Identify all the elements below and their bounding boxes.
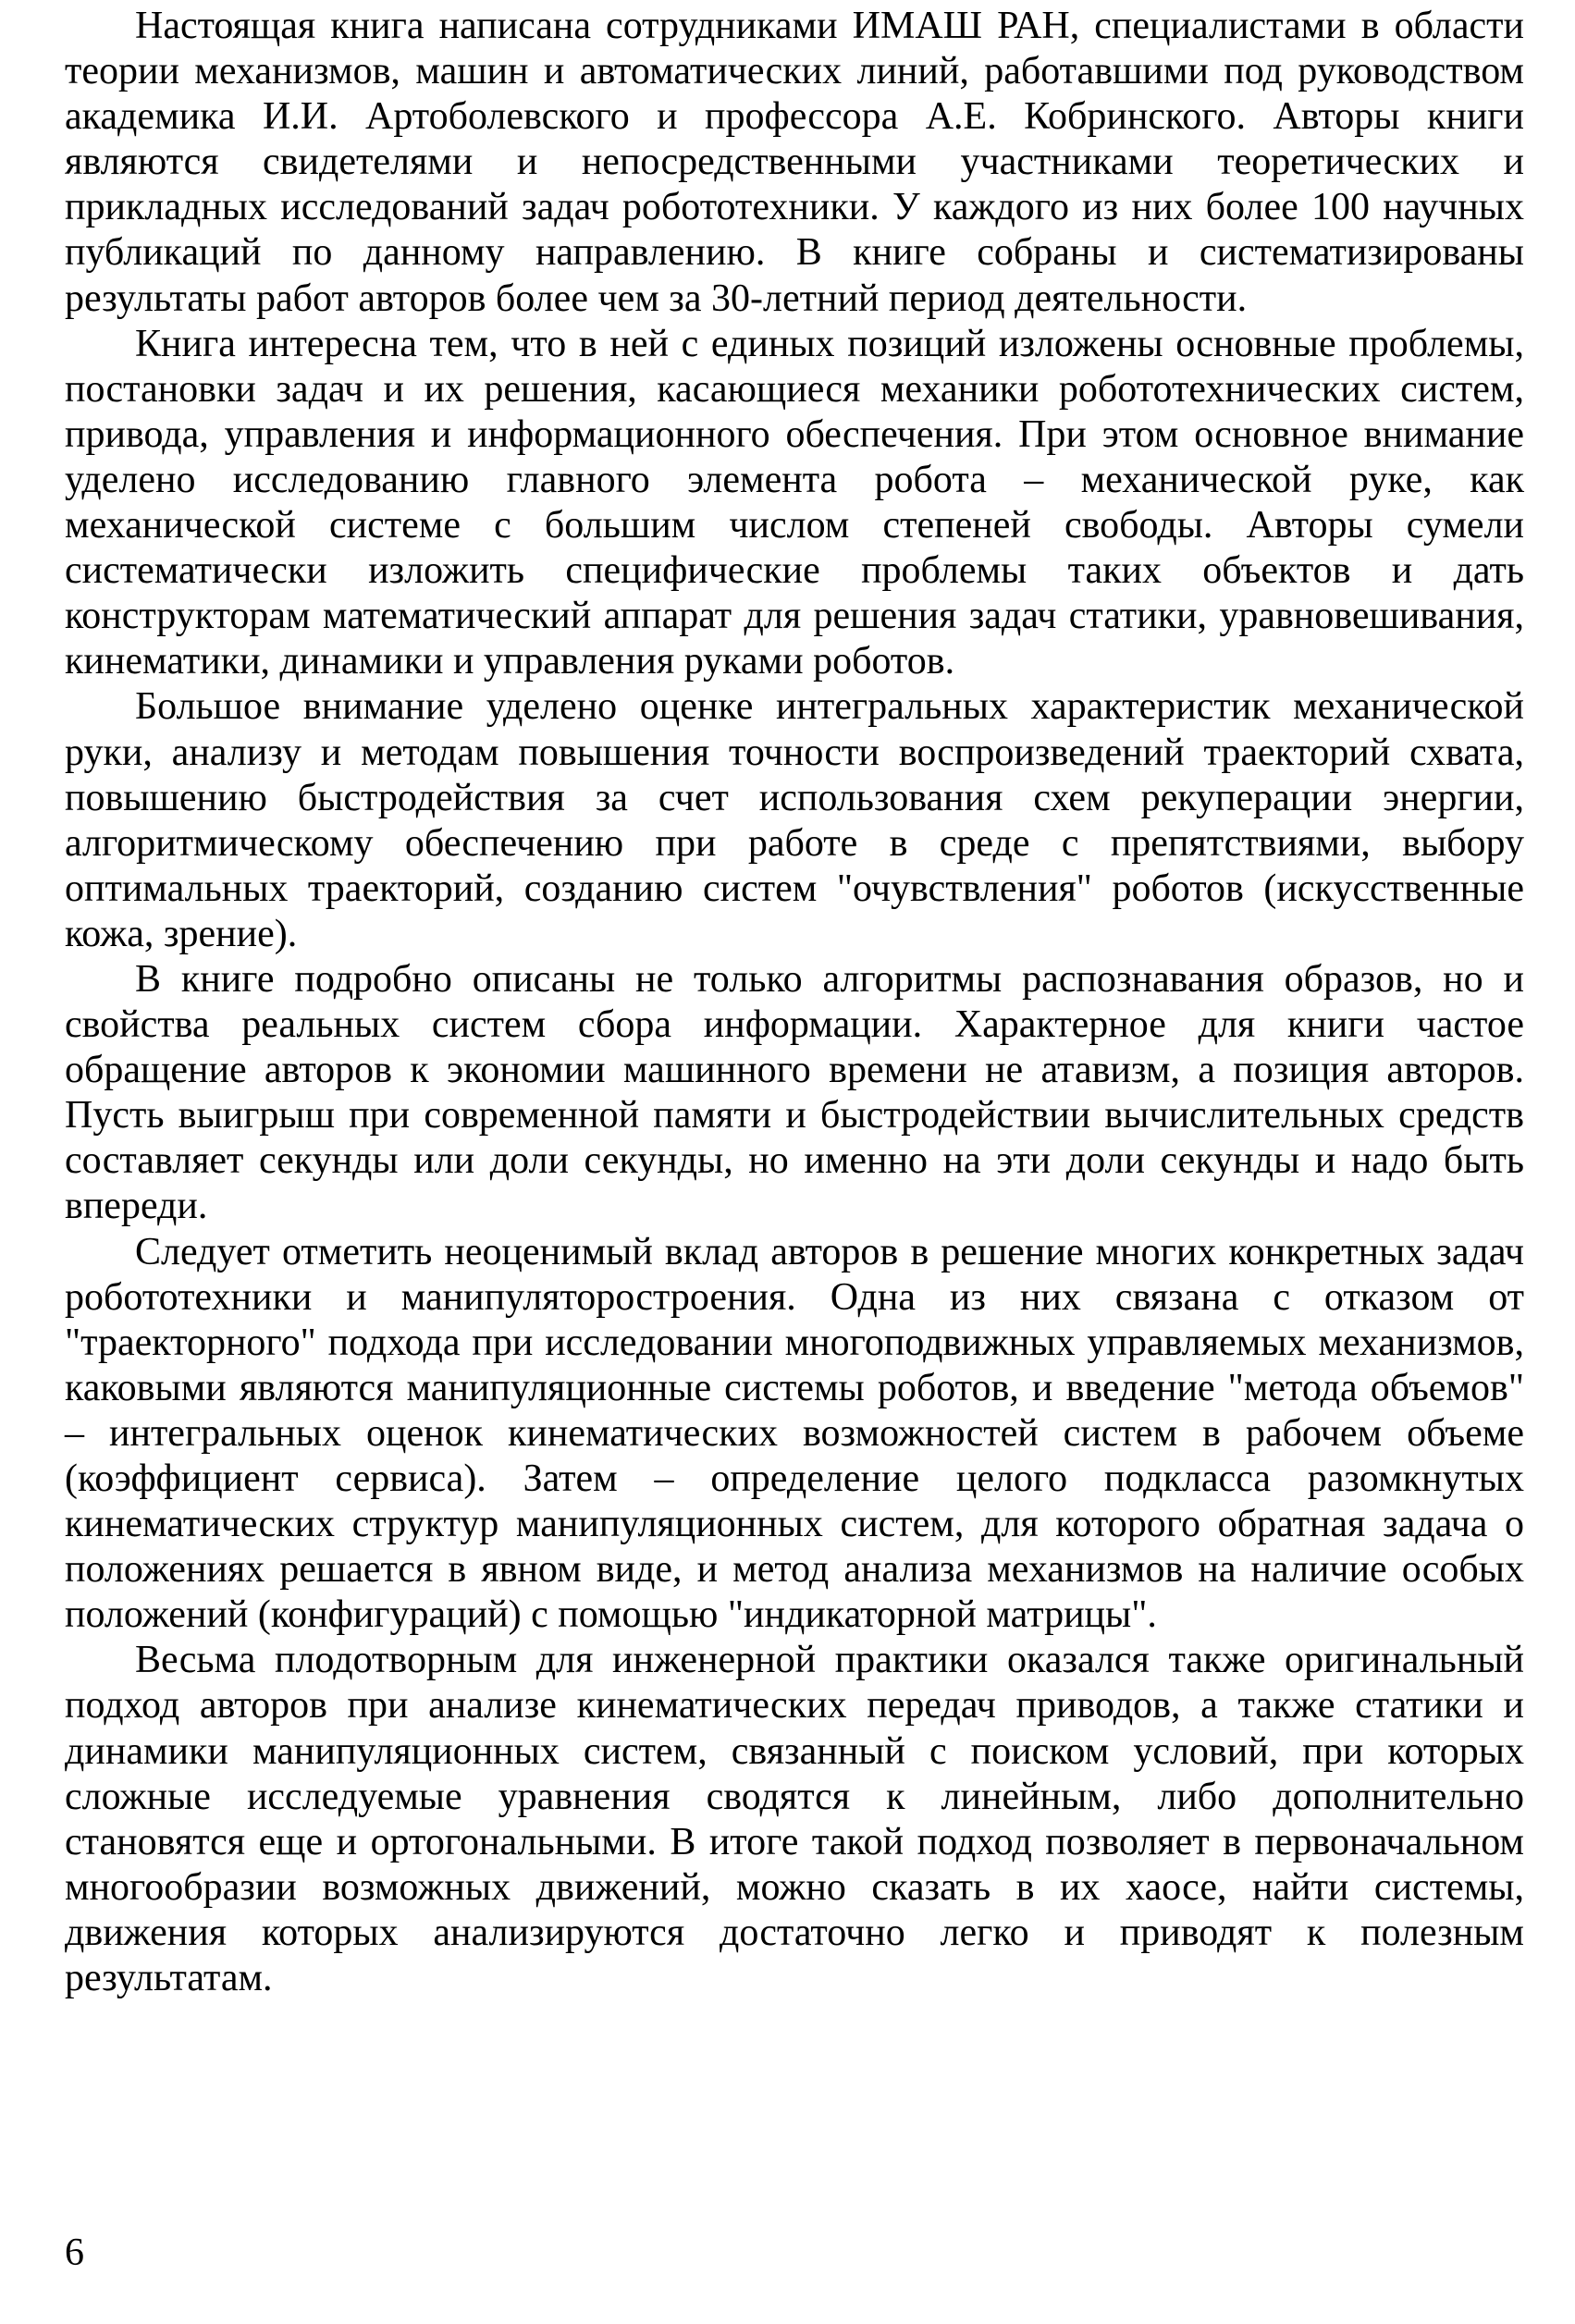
page-number: 6 [65,2232,84,2274]
paragraph-2: Книга интересна тем, что в ней с единых позиций изложены основные проблемы, постановки задач и их решения, касающиеся механики робототехнических систем, привода, управления и информационного обеспечения. При этом основное внимание уделено исследованию главного элемента робота – механической руке, как механической системе с большим числом степеней свободы. Авторы сумели систематически изложить специфические проблемы таких объектов и дать конструкторам математический аппарат для решения задач статики, уравновешивания, кинематики, динамики и управления руками роботов. [65,322,1524,683]
paragraph-1: Настоящая книга написана сотрудниками ИМАШ РАН, специалистами в области теории механизмов, машин и автоматических линий, работавшими под руководством академика И.И. Артоболевского и профессора А.Е. Кобринского. Авторы книги являются свидетелями и непосредственными участниками теоретических и прикладных исследований задач робототехники. У каждого из них более 100 научных публикаций по данному направлению. В книге собраны и систематизированы результаты работ авторов более чем за 30-летний период деятельности. [65,5,1524,320]
paragraph-5: Следует отметить неоценимый вклад авторов в решение многих конкретных задач робототехники и манипуляторостроения. Одна из них связана с отказом от "траекторного" подхода при исследовании многоподвижных управляемых механизмов, каковыми являются манипуляционные системы роботов, и введение "метода объемов" – интегральных оценок кинематических возможностей систем в рабочем объеме (коэффициент сервиса). Затем – определение целого подкласса разомкнутых кинематических структур манипуляционных систем, для которого обратная задача о положениях решается в явном виде, и метод анализа механизмов на наличие особых положений (конфигураций) с помощью "индикаторной матрицы". [65,1230,1524,1637]
paragraph-3: Большое внимание уделено оценке интегральных характеристик механической руки, анализу и методам повышения точности воспроизведений траекторий схвата, повышению быстродействия за счет использования схем рекуперации энергии, алгоритмическому обеспечению при работе в среде с препятствиями, выбору оптимальных траекторий, созданию систем "очувствления" роботов (искусственные кожа, зрение). [65,685,1524,955]
paragraph-6: Весьма плодотворным для инженерной практики оказался также оригинальный подход авторов при анализе кинематических передач приводов, а также статики и динамики манипуляционных систем, связанный с поиском условий, при которых сложные исследуемые уравнения сводятся к линейным, либо дополнительно становятся еще и ортогональными. В итоге такой подход позволяет в первоначальном многообразии возможных движений, можно сказать в их хаосе, найти системы, движения которых анализируются достаточно легко и приводят к полезным результатам. [65,1639,1524,2000]
paragraph-4: В книге подробно описаны не только алгоритмы распознавания образов, но и свойства реальных систем сбора информации. Характерное для книги частое обращение авторов к экономии машинного времени не атавизм, а позиция авторов. Пусть выигрыш при современной памяти и быстродействии вычислительных средств составляет секунды или доли секунды, но именно на эти доли секунды и надо быть впереди. [65,957,1524,1228]
body-text [65,4,1524,2001]
